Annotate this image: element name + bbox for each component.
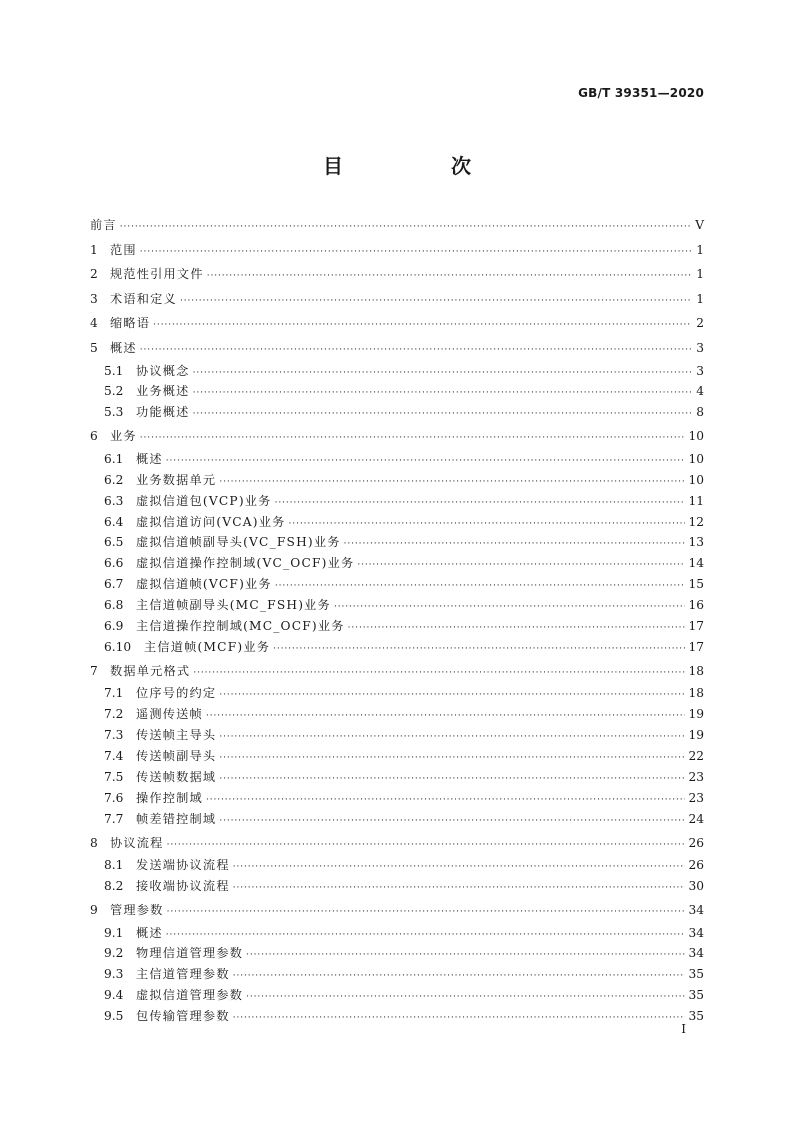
toc-entry-number: 5 <box>90 340 98 355</box>
toc-entry-label: 概述 <box>136 451 163 466</box>
toc-entry-page: 34 <box>688 946 704 961</box>
dot-leader <box>120 213 691 240</box>
toc-entry-label: 主信道帧(MCF)业务 <box>144 639 271 654</box>
dot-leader <box>275 574 686 597</box>
toc-entry-label: 虚拟信道帧(VCF)业务 <box>136 577 272 592</box>
toc-entry-page: 4 <box>696 384 704 399</box>
toc-entry-page: 34 <box>688 925 704 940</box>
toc-entry-number: 7.4 <box>104 749 124 763</box>
toc-entry-number: 9.4 <box>104 988 124 1003</box>
toc-entry[interactable] <box>90 616 704 637</box>
toc-entry[interactable] <box>90 381 704 402</box>
dot-leader <box>166 923 686 946</box>
toc-entry-label: 业务数据单元 <box>136 472 217 487</box>
toc-entry-number: 6.9 <box>104 618 124 633</box>
toc-entry-page: 22 <box>688 749 704 763</box>
toc-entry[interactable] <box>90 361 704 382</box>
toc-entry-label: 前言 <box>90 218 117 232</box>
toc-entry-number: 3 <box>90 291 98 306</box>
toc-entry-label: 业务概述 <box>136 384 190 399</box>
dot-leader <box>219 725 685 748</box>
dot-leader <box>357 553 685 576</box>
toc-entry-page: 17 <box>688 618 704 633</box>
toc-entry-label: 规范性引用文件 <box>110 267 204 282</box>
toc-entry[interactable] <box>90 923 704 944</box>
toc-entry-label: 功能概述 <box>136 405 190 420</box>
dot-leader <box>289 512 686 535</box>
page-title: 目 次 <box>323 154 515 178</box>
toc-entry-number: 7.3 <box>104 728 124 743</box>
toc-entry-number: 6.10 <box>104 639 132 654</box>
toc-entry-label: 概述 <box>136 925 163 940</box>
dot-leader <box>233 964 686 987</box>
dot-leader <box>193 361 691 384</box>
toc-entry-page: 19 <box>688 707 704 722</box>
toc-entry[interactable] <box>90 449 704 470</box>
toc-entry-label: 传送帧数据域 <box>136 769 217 784</box>
toc-entry-number: 4 <box>90 316 98 331</box>
toc-entry-page: 1 <box>696 267 704 282</box>
toc-entry-page: 23 <box>688 790 704 805</box>
toc-entry[interactable] <box>90 402 704 423</box>
toc-entry-label: 传送帧主导头 <box>136 728 217 743</box>
table-of-contents <box>90 213 704 1027</box>
dot-leader <box>233 855 686 878</box>
dot-leader <box>193 659 685 686</box>
toc-entry-number: 9.1 <box>104 925 124 940</box>
toc-entry-number: 9.3 <box>104 967 124 982</box>
toc-entry-page: 26 <box>688 858 704 873</box>
toc-entry-number: 1 <box>90 242 98 257</box>
toc-entry-number: 7.2 <box>104 707 124 722</box>
dot-leader <box>207 262 691 289</box>
toc-entry-page: 18 <box>688 686 704 701</box>
toc-entry-label: 传送帧副导头 <box>136 749 217 763</box>
toc-entry[interactable] <box>90 876 704 897</box>
dot-leader <box>275 491 686 514</box>
toc-entry[interactable] <box>90 683 704 704</box>
toc-entry-label: 概述 <box>110 340 137 355</box>
toc-entry-page: 2 <box>696 316 704 331</box>
toc-entry-number: 9 <box>90 902 98 917</box>
toc-entry-page: 18 <box>688 663 704 678</box>
toc-entry[interactable] <box>90 767 704 788</box>
toc-entry[interactable] <box>90 725 704 746</box>
toc-entry-page: 24 <box>688 811 704 826</box>
toc-entry[interactable] <box>90 424 704 449</box>
dot-leader <box>193 402 691 425</box>
dot-leader <box>219 470 685 493</box>
toc-entry-page: 16 <box>688 598 704 613</box>
toc-entry-page: 1 <box>696 242 704 257</box>
toc-entry[interactable] <box>90 788 704 809</box>
toc-entry-number: 6.7 <box>104 577 124 592</box>
toc-entry-page: 10 <box>688 472 704 487</box>
dot-leader <box>233 876 686 899</box>
toc-entry-page: 17 <box>688 639 704 654</box>
toc-entry-number: 8.2 <box>104 879 124 894</box>
toc-entry-page: 13 <box>688 535 704 550</box>
toc-entry-label: 物理信道管理参数 <box>136 946 244 961</box>
toc-entry[interactable] <box>90 985 704 1006</box>
dot-leader <box>167 831 686 858</box>
toc-entry-number: 9.5 <box>104 1009 124 1024</box>
toc-entry[interactable] <box>90 311 704 336</box>
toc-entry[interactable] <box>90 336 704 361</box>
dot-leader <box>140 424 686 451</box>
toc-entry-page: 10 <box>688 429 704 444</box>
dot-leader <box>206 788 686 811</box>
dot-leader <box>193 381 691 404</box>
toc-entry[interactable] <box>90 574 704 595</box>
dot-leader <box>140 238 691 265</box>
toc-entry-number: 6 <box>90 429 98 444</box>
toc-entry[interactable] <box>90 746 704 767</box>
toc-entry[interactable] <box>90 809 704 830</box>
dot-leader <box>246 943 685 966</box>
toc-entry-page: 11 <box>688 493 704 508</box>
toc-entry-number: 6.3 <box>104 493 124 508</box>
toc-entry[interactable] <box>90 553 704 574</box>
toc-entry-page: 35 <box>688 1009 704 1024</box>
toc-entry-label: 数据单元格式 <box>110 663 191 678</box>
toc-entry-page: 3 <box>696 340 704 355</box>
standard-code: GB/T 39351—2020 <box>578 86 704 100</box>
toc-entry-number: 6.4 <box>104 514 124 529</box>
dot-leader <box>219 767 685 790</box>
toc-entry-label: 范围 <box>110 242 137 257</box>
toc-entry-number: 6.6 <box>104 556 124 571</box>
toc-entry-page: 15 <box>688 577 704 592</box>
toc-entry[interactable] <box>90 238 704 263</box>
toc-entry-number: 6.5 <box>104 535 124 550</box>
toc-entry[interactable] <box>90 1006 704 1027</box>
toc-entry-label: 虚拟信道包(VCP)业务 <box>136 493 272 508</box>
toc-entry-label: 协议概念 <box>136 363 190 378</box>
toc-entry[interactable] <box>90 262 704 287</box>
toc-entry-label: 操作控制域 <box>136 790 203 805</box>
toc-entry-page: 19 <box>688 728 704 743</box>
dot-leader <box>344 532 686 555</box>
toc-entry[interactable] <box>90 532 704 553</box>
dot-leader <box>219 683 685 706</box>
dot-leader <box>180 287 691 314</box>
toc-entry-label: 虚拟信道管理参数 <box>136 988 244 1003</box>
toc-entry-label: 业务 <box>110 429 137 444</box>
toc-entry[interactable] <box>90 704 704 725</box>
toc-entry-page: 34 <box>688 902 704 917</box>
dot-leader <box>167 898 686 925</box>
dot-leader <box>246 985 685 1008</box>
toc-entry-page: 23 <box>688 769 704 784</box>
toc-entry-label: 主信道帧副导头(MC_FSH)业务 <box>136 598 331 613</box>
dot-leader <box>334 595 686 618</box>
toc-entry[interactable] <box>90 831 704 856</box>
dot-leader <box>153 311 691 338</box>
toc-entry-number: 5.2 <box>104 384 124 399</box>
dot-leader <box>233 1006 686 1029</box>
toc-entry-number: 2 <box>90 267 98 282</box>
toc-entry-label: 术语和定义 <box>110 291 177 306</box>
toc-entry[interactable] <box>90 213 704 238</box>
toc-entry-label: 协议流程 <box>110 835 164 850</box>
toc-entry-number: 5.1 <box>104 363 124 378</box>
toc-entry-label: 接收端协议流程 <box>136 879 230 894</box>
toc-entry-label: 帧差错控制域 <box>136 811 217 826</box>
page-number: Ⅰ <box>681 1022 686 1036</box>
toc-entry-number: 6.2 <box>104 472 124 487</box>
toc-entry-label: 缩略语 <box>110 316 151 331</box>
toc-entry-number: 7.7 <box>104 811 124 826</box>
toc-entry-label: 遥测传送帧 <box>136 707 203 722</box>
toc-entry-number: 7.5 <box>104 769 124 784</box>
dot-leader <box>166 449 686 472</box>
toc-entry-page: 35 <box>688 967 704 982</box>
toc-entry-page: 3 <box>696 363 704 378</box>
toc-entry-page: 35 <box>688 988 704 1003</box>
toc-entry[interactable] <box>90 595 704 616</box>
toc-entry-label: 管理参数 <box>110 902 164 917</box>
toc-entry-label: 虚拟信道访问(VCA)业务 <box>136 514 286 529</box>
dot-leader <box>206 704 686 727</box>
toc-entry-number: 7 <box>90 663 98 678</box>
toc-entry[interactable] <box>90 470 704 491</box>
toc-entry[interactable] <box>90 964 704 985</box>
toc-entry-page: 12 <box>688 514 704 529</box>
toc-entry-number: 5.3 <box>104 405 124 420</box>
dot-leader <box>219 746 685 769</box>
toc-entry-label: 主信道操作控制域(MC_OCF)业务 <box>136 618 345 633</box>
dot-leader <box>273 637 685 660</box>
toc-entry[interactable] <box>90 287 704 312</box>
toc-entry[interactable] <box>90 637 704 658</box>
toc-entry-label: 虚拟信道操作控制域(VC_OCF)业务 <box>136 556 355 571</box>
toc-entry-label: 发送端协议流程 <box>136 858 230 873</box>
toc-entry[interactable] <box>90 512 704 533</box>
toc-entry-number: 6.8 <box>104 598 124 613</box>
toc-entry-number: 7.6 <box>104 790 124 805</box>
toc-entry[interactable] <box>90 943 704 964</box>
toc-entry-number: 6.1 <box>104 451 124 466</box>
toc-entry-number: 7.1 <box>104 686 124 701</box>
toc-entry-page: 14 <box>688 556 704 571</box>
toc-entry-page: 30 <box>688 879 704 894</box>
toc-entry-page: 10 <box>688 451 704 466</box>
dot-leader <box>348 616 686 639</box>
toc-entry-page: Ⅴ <box>695 218 704 232</box>
toc-entry-label: 包传输管理参数 <box>136 1009 230 1024</box>
dot-leader <box>140 336 691 363</box>
dot-leader <box>219 809 685 832</box>
toc-entry[interactable] <box>90 491 704 512</box>
toc-entry-page: 8 <box>696 405 704 420</box>
toc-entry-number: 9.2 <box>104 946 124 961</box>
toc-entry-number: 8 <box>90 835 98 850</box>
toc-entry-label: 虚拟信道帧副导头(VC_FSH)业务 <box>136 535 341 550</box>
toc-entry-number: 8.1 <box>104 858 124 873</box>
toc-entry-page: 26 <box>688 835 704 850</box>
toc-entry[interactable] <box>90 855 704 876</box>
toc-entry-page: 1 <box>696 291 704 306</box>
toc-entry[interactable] <box>90 659 704 684</box>
toc-entry-label: 主信道管理参数 <box>136 967 230 982</box>
toc-entry[interactable] <box>90 898 704 923</box>
toc-entry-label: 位序号的约定 <box>136 686 217 701</box>
